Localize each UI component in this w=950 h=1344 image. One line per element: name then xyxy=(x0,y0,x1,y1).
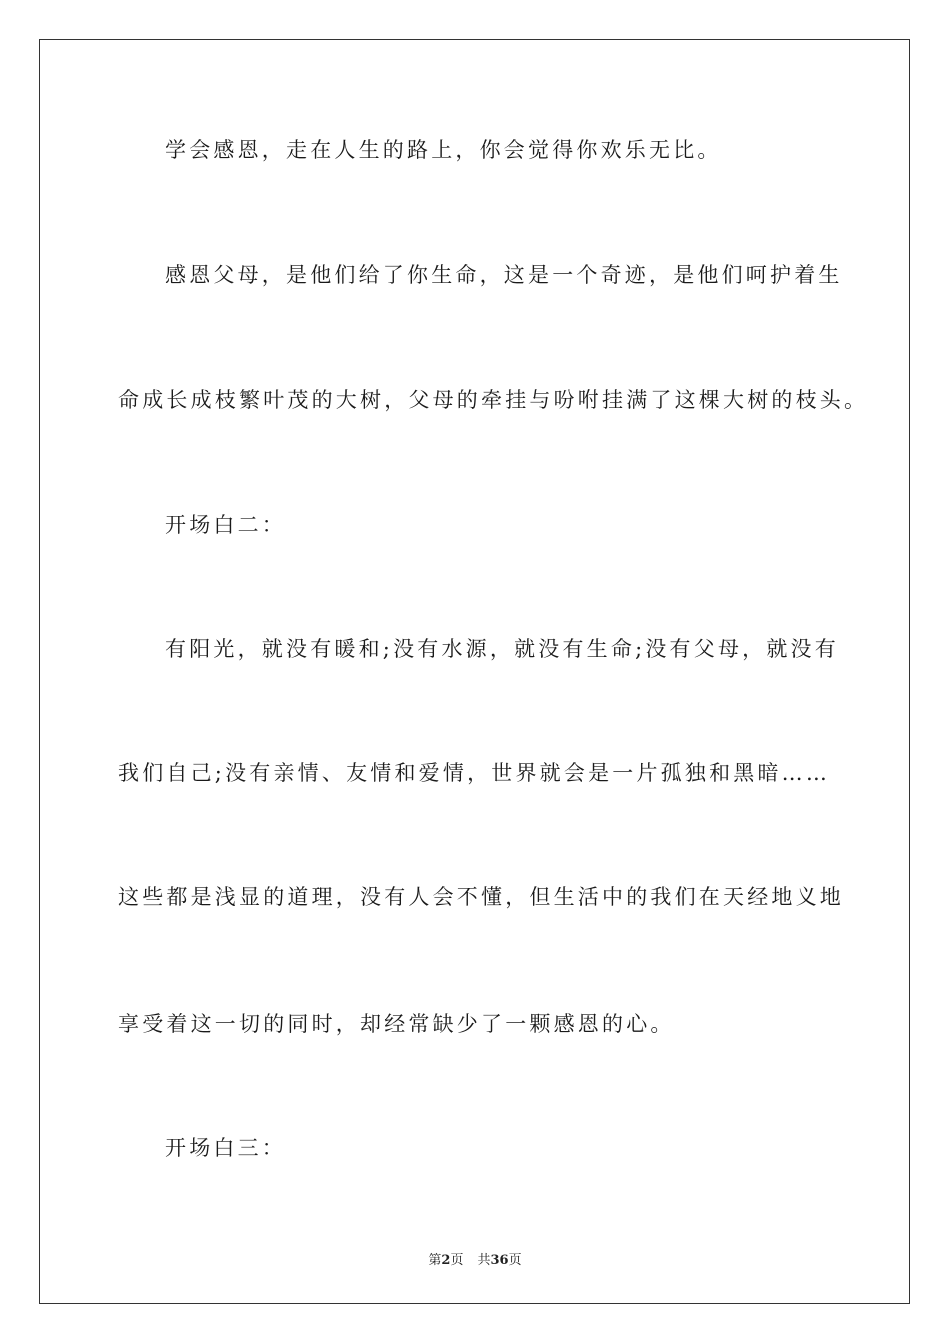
page-border xyxy=(39,39,910,1304)
footer-page-number: 2 xyxy=(441,1253,451,1268)
paragraph-line-7: 享受着这一切的同时，却经常缺少了一颗感恩的心。 xyxy=(118,1012,675,1036)
paragraph-line-3: 命成长成枝繁叶茂的大树，父母的牵挂与吩咐挂满了这棵大树的枝头。 xyxy=(118,388,869,412)
section-heading-opening-2: 开场白二： xyxy=(165,513,286,537)
footer-total-prefix: 共 xyxy=(477,1253,491,1268)
paragraph-line-1: 学会感恩，走在人生的路上，你会觉得你欢乐无比。 xyxy=(165,138,722,162)
paragraph-line-4: 有阳光，就没有暖和;没有水源，就没有生命;没有父母，就没有 xyxy=(165,637,839,661)
paragraph-line-6: 这些都是浅显的道理，没有人会不懂，但生活中的我们在天经地义地 xyxy=(118,885,844,909)
footer-page-suffix: 页 xyxy=(450,1253,464,1268)
footer-page-prefix: 第 xyxy=(428,1253,442,1268)
section-heading-opening-3: 开场白三： xyxy=(165,1136,286,1160)
paragraph-line-2: 感恩父母，是他们给了你生命，这是一个奇迹，是他们呵护着生 xyxy=(165,263,843,287)
paragraph-line-5: 我们自己;没有亲情、友情和爱情，世界就会是一片孤独和黑暗…… xyxy=(118,761,831,785)
page-footer xyxy=(0,1249,950,1268)
footer-total-suffix: 页 xyxy=(508,1253,522,1268)
footer-total-pages: 36 xyxy=(490,1253,509,1268)
